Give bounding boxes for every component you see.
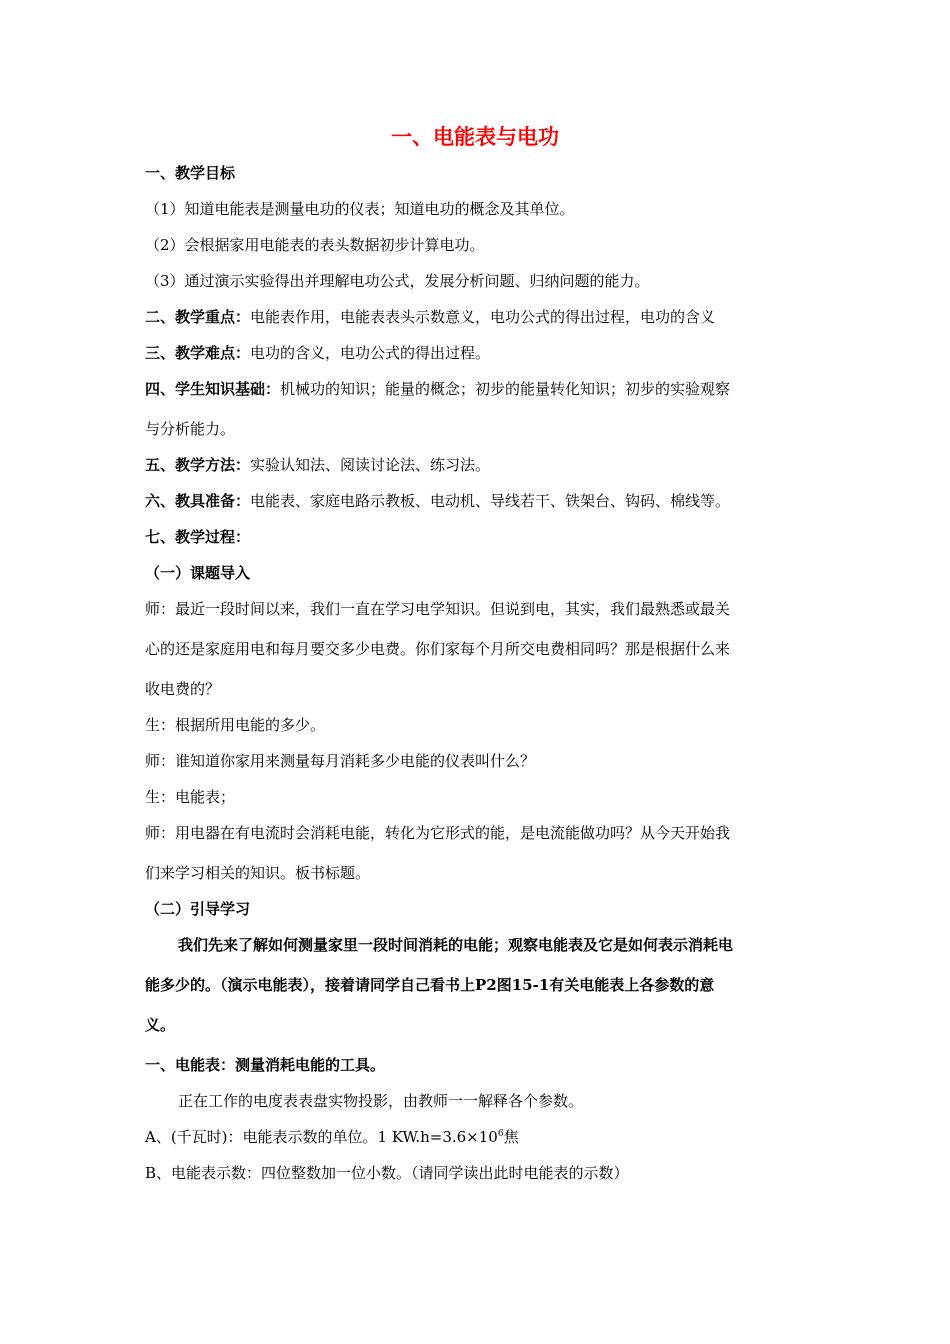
dialogue-line-1: 师：最近一段时间以来，我们一直在学习电学知识。但说到电，其实，我们最熟悉或最关 [145, 600, 731, 618]
section-teaching-goals-heading: 一、教学目标 [145, 164, 236, 182]
section-process-heading: 七、教学过程： [145, 528, 251, 546]
dialogue-line-7: 师：用电器在有电流时会消耗电能，转化为它形式的能，是电流能做功吗？从今天开始我 [145, 824, 731, 842]
meter-item-a-unit: 焦 [503, 1128, 519, 1146]
section-key-points [145, 306, 810, 328]
methods-label: 五、教学方法： [145, 456, 251, 474]
dialogue-line-2: 心的还是家庭用电和每月要交多少电费。你们家每个月所交电费相同吗？那是根据什么来 [145, 640, 731, 658]
key-points-label: 二、教学重点： [145, 308, 251, 326]
meter-item-a-exponent: 6 [497, 1129, 504, 1139]
dialogue-line-4: 生：根据所用电能的多少。 [145, 716, 326, 734]
goal-item-2: （2）会根据家用电能表的表头数据初步计算电功。 [145, 236, 485, 254]
meter-heading: 一、电能表：测量消耗电能的工具。 [145, 1056, 386, 1074]
goal-item-3: （3）通过演示实验得出并理解电功公式，发展分析问题、归纳问题的能力。 [145, 272, 650, 290]
student-knowledge-text: 机械功的知识；能量的概念；初步的能量转化知识；初步的实验观察 [280, 380, 731, 398]
student-knowledge-label: 四、学生知识基础： [145, 380, 281, 398]
key-points-text: 电能表作用，电能表表头示数意义，电功公式的得出过程，电功的含义 [250, 308, 716, 326]
equipment-text: 电能表、家庭电路示教板、电动机、导线若干、铁架台、钩码、棉线等。 [250, 492, 731, 510]
methods-text: 实验认知法、阅读讨论法、练习法。 [250, 456, 491, 474]
student-knowledge-text-continued: 与分析能力。 [145, 420, 236, 438]
section-student-knowledge [145, 378, 810, 400]
dialogue-line-8: 们来学习相关的知识。板书标题。 [145, 864, 371, 882]
equipment-label: 六、教具准备： [145, 492, 251, 510]
difficulties-text: 电功的含义，电功公式的得出过程。 [250, 344, 491, 362]
guided-paragraph-line-3: 义。 [145, 1016, 176, 1034]
dialogue-line-6: 生：电能表； [145, 788, 236, 806]
section-difficulties [145, 342, 810, 364]
section-methods [145, 454, 810, 476]
dialogue-line-3: 收电费的？ [145, 680, 221, 698]
guided-paragraph-line-1: 我们先来了解如何测量家里一段时间消耗的电能；观察电能表及它是如何表示消耗电 [178, 936, 734, 954]
document-title: 一、电能表与电功 [391, 124, 559, 149]
meter-item-b: B、电能表示数：四位整数加一位小数。（请同学读出此时电能表的示数） [145, 1164, 629, 1182]
part-guided-learning-heading: （二）引导学习 [145, 900, 251, 918]
dialogue-line-5: 师：谁知道你家用来测量每月消耗多少电能的仪表叫什么？ [145, 752, 536, 770]
meter-intro: 正在工作的电度表表盘实物投影，由教师一一解释各个参数。 [178, 1092, 584, 1110]
difficulties-label: 三、教学难点： [145, 344, 251, 362]
part-introduction-heading: （一）课题导入 [145, 564, 251, 582]
guided-paragraph-line-2: 能多少的。（演示电能表），接着请同学自己看书上P2图15-1有关电能表上各参数的意 [145, 976, 715, 994]
goal-item-1: （1）知道电能表是测量电功的仪表；知道电功的概念及其单位。 [145, 200, 575, 218]
meter-item-a [145, 1126, 810, 1148]
section-equipment [145, 490, 810, 512]
meter-item-a-text: A、(千瓦时)：电能表示数的单位。1 KW.h=3.6×10 [145, 1128, 498, 1146]
